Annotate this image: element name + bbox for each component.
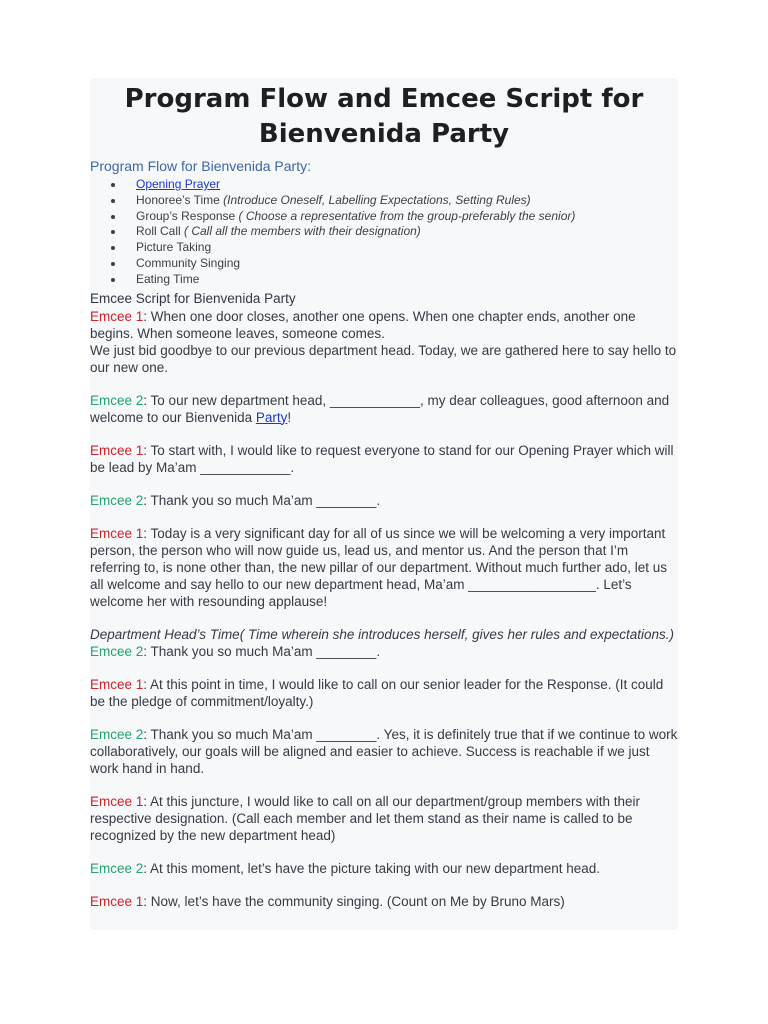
script-paragraph bbox=[90, 726, 678, 777]
script-paragraph bbox=[90, 492, 678, 509]
emcee-2-label: Emcee 2 bbox=[90, 860, 144, 876]
list-item bbox=[136, 193, 678, 209]
emcee-1-label: Emcee 1 bbox=[90, 893, 144, 909]
script-paragraph bbox=[90, 860, 678, 877]
paragraph-text: To our new department head, ____________, my dear colleagues, good afternoon and welcome to our Bienvenida bbox=[90, 392, 670, 425]
script-paragraph bbox=[90, 893, 678, 910]
colon: : bbox=[143, 308, 151, 324]
emcee-2-label: Emcee 2 bbox=[90, 492, 144, 508]
list-item-label: Eating Time bbox=[136, 271, 200, 286]
paragraph-text: Now, let’s have the community singing. (Count on Me by Bruno Mars) bbox=[150, 893, 565, 909]
paragraph-text: Thank you so much Ma’am ________. bbox=[150, 492, 381, 508]
emcee-2-label: Emcee 2 bbox=[90, 726, 144, 742]
colon: : bbox=[143, 793, 151, 809]
colon: : bbox=[143, 893, 151, 909]
emcee-1-label: Emcee 1 bbox=[90, 442, 144, 458]
emcee-2-label: Emcee 2 bbox=[90, 643, 144, 659]
paragraph-text: Thank you so much Ma’am ________. Yes, it is definitely true that if we continue to work collaboratively, our goals will be aligned and easier to achieve. Success is reachable if we just work hand in hand. bbox=[90, 726, 678, 776]
list-item bbox=[136, 209, 678, 225]
emcee-script-heading: Emcee Script for Bienvenida Party bbox=[90, 290, 296, 306]
list-item bbox=[136, 272, 678, 288]
document-title: Program Flow and Emcee Script for Bienvenida Party bbox=[124, 84, 644, 149]
paragraph-text: At this point in time, I would like to call on our senior leader for the Response. (It could be the pledge of commitment/loyalty.) bbox=[90, 676, 664, 709]
script-paragraph bbox=[90, 525, 678, 610]
colon: : bbox=[143, 392, 151, 408]
script-paragraph bbox=[90, 676, 678, 710]
colon: : bbox=[143, 525, 151, 541]
colon: : bbox=[143, 442, 151, 458]
emcee-2-label: Emcee 2 bbox=[90, 392, 144, 408]
emcee-1-label: Emcee 1 bbox=[90, 793, 144, 809]
list-item-label: Community Singing bbox=[136, 255, 241, 270]
colon: : bbox=[143, 860, 151, 876]
paragraph-text: At this juncture, I would like to call on all our department/group members with their respective designation. (Call each member and let them stand as their name is called to be recognized by the new department head) bbox=[90, 793, 641, 843]
opening-prayer-link[interactable]: Opening Prayer bbox=[136, 177, 221, 191]
paragraph-text: To start with, I would like to request everyone to stand for our Opening Prayer which will be lead by Ma’am ____________. bbox=[90, 442, 674, 475]
colon: : bbox=[143, 492, 151, 508]
colon: : bbox=[143, 676, 151, 692]
program-flow-list bbox=[90, 177, 678, 288]
paragraph-text: At this moment, let’s have the picture taking with our new department head. bbox=[150, 860, 601, 876]
list-item-label: Picture Taking bbox=[136, 240, 212, 255]
script-paragraph bbox=[90, 308, 678, 342]
paragraph-text: When one door closes, another one opens. When one chapter ends, another one begins. When someone leaves, someone comes. bbox=[90, 308, 636, 341]
script-paragraph bbox=[90, 392, 678, 426]
list-item-label: Honoree’s Time bbox=[136, 192, 224, 207]
document-page bbox=[90, 78, 678, 930]
script-paragraph bbox=[90, 643, 678, 660]
emcee-1-label: Emcee 1 bbox=[90, 308, 144, 324]
list-item bbox=[136, 256, 678, 272]
colon: : bbox=[143, 726, 151, 742]
list-item-label: Roll Call bbox=[136, 224, 185, 239]
emcee-1-label: Emcee 1 bbox=[90, 676, 144, 692]
paragraph-text: Today is a very significant day for all of us since we will be welcoming a very important person, the person who will now guide us, lead us, and mentor us. And the person that I’m referring to, is none other than, the new pillar of our department. Without much further ado, let us all welcome and say hello to our new department head, Ma’am _________________. Let’s welcome her with resounding applause! bbox=[90, 525, 668, 609]
list-item bbox=[136, 224, 678, 240]
program-flow-heading: Program Flow for Bienvenida Party: bbox=[90, 158, 311, 174]
paragraph-text: ! bbox=[287, 409, 292, 425]
list-item-label: Group’s Response bbox=[136, 208, 239, 223]
list-item[interactable] bbox=[136, 177, 678, 193]
paragraph-text: Thank you so much Ma’am ________. bbox=[150, 643, 381, 659]
list-item bbox=[136, 240, 678, 256]
list-item-note: ( Choose a representative from the group-preferably the senior) bbox=[238, 208, 576, 223]
script-paragraph bbox=[90, 442, 678, 476]
colon: : bbox=[143, 643, 151, 659]
list-item-note: (Introduce Oneself, Labelling Expectations, Setting Rules) bbox=[223, 192, 531, 207]
party-link[interactable]: Party bbox=[255, 409, 288, 425]
script-paragraph: Department Head’s Time( Time wherein she introduces herself, gives her rules and expectations.) bbox=[90, 626, 675, 642]
script-paragraph bbox=[90, 793, 678, 844]
script-paragraph: We just bid goodbye to our previous department head. Today, we are gathered here to say hello to our new one. bbox=[90, 342, 677, 375]
emcee-1-label: Emcee 1 bbox=[90, 525, 144, 541]
list-item-note: ( Call all the members with their designation) bbox=[184, 224, 421, 239]
